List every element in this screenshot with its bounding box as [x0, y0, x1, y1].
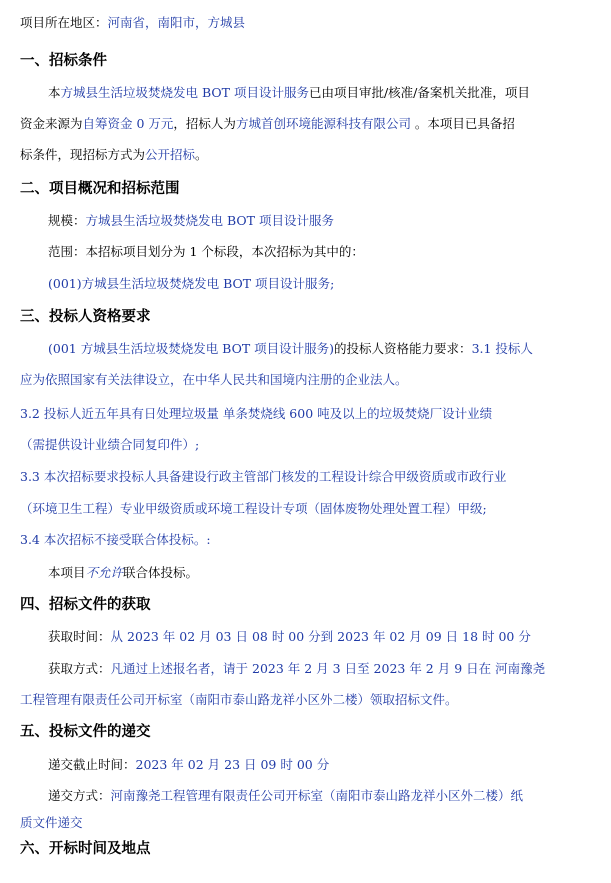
deadline-line: 递交截止时间：2023 年 02 月 23 日 09 时 00 分	[48, 757, 330, 772]
lot-line: (001)方城县生活垃圾焚烧发电 BOT 项目设计服务;	[48, 276, 335, 291]
qualification-3-2: 3.2 投标人近五年具有日处理垃圾量 单条焚烧线 600 吨及以上的垃圾焚烧厂设计业绩	[20, 406, 493, 421]
obtain-method-cont: 工程管理有限责任公司开标室（南阳市泰山路龙祥小区外二楼）领取招标文件。	[20, 692, 458, 707]
location-label: 项目所在地区：	[20, 15, 108, 30]
submit-method-line: 递交方式：河南豫尧工程管理有限责任公司开标室（南阳市泰山路龙祥小区外二楼）纸	[48, 788, 524, 803]
s1-paragraph-line-3: 标条件，现招标方式为公开招标。	[20, 147, 208, 162]
deadline-value: 2023 年 02 月 23 日 09 时 00 分	[135, 757, 330, 772]
qualification-3-3-cont: （环境卫生工程）专业甲级资质或环境工程设计专项（固体废物处理处置工程）甲级;	[20, 501, 487, 516]
qualification-3-2-cont: （需提供设计业绩合同复印件）;	[20, 437, 200, 452]
qualification-line-2: 应为依照国家有关法律设立，在中华人民共和国境内注册的企业法人。	[20, 372, 408, 387]
section-6-title: 六、开标时间及地点	[20, 841, 151, 857]
tender-method: 公开招标	[145, 147, 196, 162]
s1-paragraph-line-1: 本方城县生活垃圾焚烧发电 BOT 项目设计服务已由项目审批/核准/备案机关批准，项目	[48, 85, 530, 100]
section-3-title: 三、投标人资格要求	[20, 309, 151, 325]
obtain-method-line: 获取方式：凡通过上述报名者，请于 2023 年 2 月 3 日至 2023 年 2 月 9 日在 河南豫尧	[48, 661, 546, 676]
obtain-time-value: 从 2023 年 02 月 03 日 08 时 00 分到 2023 年 02 月 09 日 18 时 00 分	[110, 629, 531, 644]
fund-source: 自筹资金 0 万元	[82, 116, 174, 131]
qualification-3-4: 3.4 本次招标不接受联合体投标。:	[20, 532, 211, 547]
scale-line: 规模：方城县生活垃圾焚烧发电 BOT 项目设计服务	[48, 213, 334, 228]
tenderer-name: 方城首创环境能源科技有限公司	[235, 116, 411, 131]
joint-bid-value: 不允许	[85, 565, 124, 580]
location-value: 河南省，南阳市，方城县	[107, 15, 246, 30]
qualification-3-3: 3.3 本次招标要求投标人具备建设行政主管部门核发的工程设计综合甲级资质或市政行业	[20, 469, 507, 484]
joint-bid-line: 本项目不允许联合体投标。	[48, 565, 199, 580]
section-1-title: 一、招标条件	[20, 53, 107, 69]
project-name: 方城县生活垃圾焚烧发电 BOT 项目设计服务	[60, 85, 309, 100]
qualification-line-1: (001 方城县生活垃圾焚烧发电 BOT 项目设计服务)的投标人资格能力要求：3.1 投标人	[48, 341, 533, 356]
s1-paragraph-line-2: 资金来源为自筹资金 0 万元，招标人为方城首创环境能源科技有限公司 。本项目已具备招	[20, 116, 515, 131]
section-5-title: 五、投标文件的递交	[20, 724, 151, 740]
scale-value: 方城县生活垃圾焚烧发电 BOT 项目设计服务	[85, 213, 334, 228]
project-location	[20, 14, 601, 32]
range-line: 范围：本招标项目划分为 1 个标段，本次招标为其中的：	[48, 244, 364, 259]
section-2-title: 二、项目概况和招标范围	[20, 181, 180, 197]
submit-method-value: 河南豫尧工程管理有限责任公司开标室（南阳市泰山路龙祥小区外二楼）纸	[110, 788, 524, 803]
section-4-title: 四、招标文件的获取	[20, 597, 151, 613]
obtain-time-line: 获取时间：从 2023 年 02 月 03 日 08 时 00 分到 2023 年 02 月 09 日 18 时 00 分	[48, 629, 531, 644]
obtain-method-value: 凡通过上述报名者，请于 2023 年 2 月 3 日至 2023 年 2 月 9 日在 河南豫尧	[110, 661, 546, 676]
submit-method-cont: 质文件递交	[20, 815, 83, 830]
